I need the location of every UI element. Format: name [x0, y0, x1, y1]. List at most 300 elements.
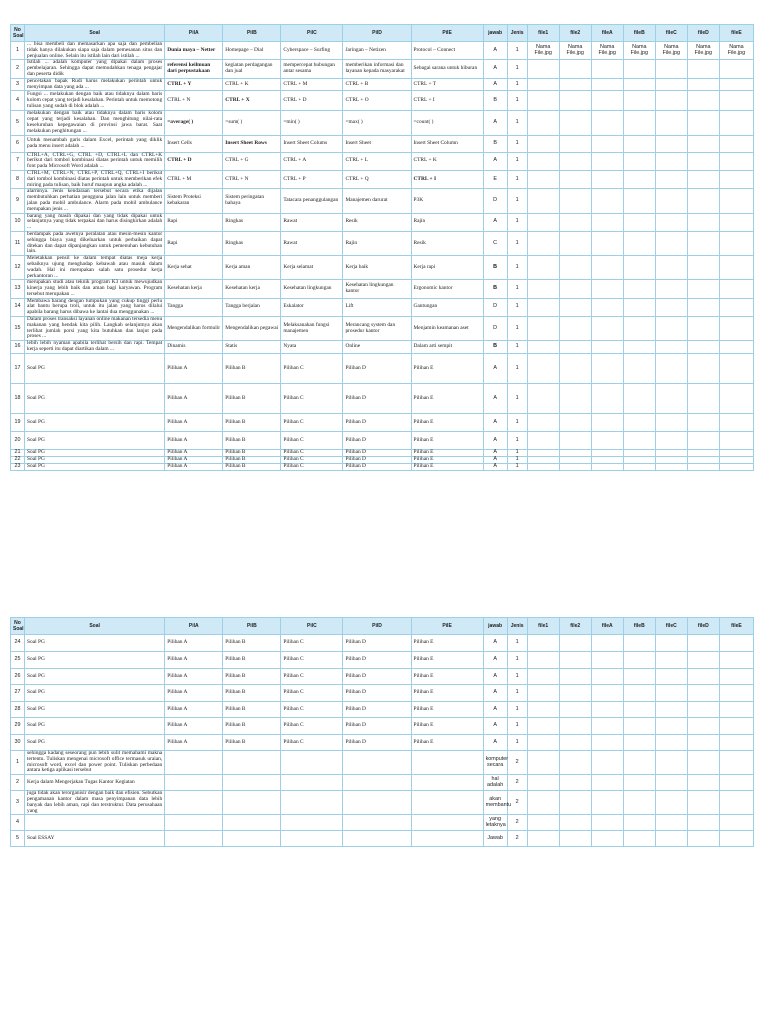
- cell-option-c[interactable]: Kerja selamat: [281, 256, 343, 280]
- cell-file[interactable]: [687, 775, 719, 791]
- cell-soal[interactable]: Istilah ... adalah komputer yang dipakai dalam proses pembelajaran. Sehingga dapat memudahkan tenaga pengajar dan peserta didik: [25, 60, 165, 78]
- cell-jawab[interactable]: akan membantu: [483, 791, 507, 815]
- cell-option-a[interactable]: Pilihan A: [165, 354, 223, 384]
- cell-no[interactable]: 18: [11, 384, 25, 414]
- cell-file[interactable]: [655, 457, 687, 464]
- cell-soal[interactable]: Soal PG: [25, 457, 165, 464]
- cell-option-b[interactable]: Sistem peringatan bahaya: [223, 189, 281, 213]
- cell-option-d[interactable]: Pilihan D: [343, 669, 411, 685]
- cell-jawab[interactable]: E: [483, 170, 507, 188]
- cell-option-c[interactable]: Pilihan C: [281, 354, 343, 384]
- cell-no[interactable]: 1: [11, 42, 25, 60]
- cell-soal[interactable]: Soal PG: [25, 669, 165, 685]
- cell-jawab[interactable]: yang letaknya: [483, 815, 507, 831]
- cell-file[interactable]: [559, 450, 591, 457]
- cell-option-b[interactable]: Pilihan B: [223, 735, 281, 751]
- cell-file[interactable]: [719, 298, 753, 316]
- cell-file[interactable]: [527, 831, 559, 847]
- cell-jawab[interactable]: hal adalah: [483, 775, 507, 791]
- cell-file[interactable]: [623, 256, 655, 280]
- cell-file[interactable]: [591, 685, 623, 702]
- cell-jawab[interactable]: B: [483, 280, 507, 298]
- cell-file[interactable]: [719, 685, 753, 702]
- cell-no[interactable]: 19: [11, 414, 25, 432]
- cell-file[interactable]: [687, 231, 719, 255]
- column-header[interactable]: PilE: [411, 618, 483, 635]
- cell-file[interactable]: [527, 78, 559, 91]
- cell-file[interactable]: [559, 635, 591, 652]
- cell-option-a[interactable]: Rapi: [165, 231, 223, 255]
- cell-option-e[interactable]: [411, 791, 483, 815]
- cell-file[interactable]: [687, 791, 719, 815]
- cell-jenis[interactable]: 2: [507, 815, 527, 831]
- column-header[interactable]: fileA: [591, 618, 623, 635]
- cell-soal[interactable]: berdampak pada awetnya peralatan atau mesin-mesin kantor sehingga biaya yang dikeluarkan untuk perbaikan dapat ditekan dan dapat dipanjangkan untuk pemenuhan kebutuhan lain.: [25, 231, 165, 255]
- cell-file[interactable]: [687, 78, 719, 91]
- cell-file[interactable]: [559, 685, 591, 702]
- cell-jawab[interactable]: A: [483, 735, 507, 751]
- cell-file[interactable]: [559, 317, 591, 341]
- cell-file[interactable]: [559, 831, 591, 847]
- cell-option-c[interactable]: Pilihan C: [281, 652, 343, 669]
- cell-jenis[interactable]: 1: [507, 432, 527, 450]
- cell-file[interactable]: [559, 256, 591, 280]
- cell-file[interactable]: [527, 341, 559, 354]
- cell-option-d[interactable]: Pilihan D: [343, 354, 411, 384]
- cell-soal[interactable]: Kerja dalam Mengerjakan Tugas Kantor Kegiatan: [25, 775, 165, 791]
- cell-option-a[interactable]: Pilihan A: [165, 635, 223, 652]
- cell-file[interactable]: [527, 354, 559, 384]
- cell-file[interactable]: [719, 775, 753, 791]
- cell-option-a[interactable]: Kesehatan kerja: [165, 280, 223, 298]
- cell-option-a[interactable]: Pilihan A: [165, 702, 223, 718]
- cell-option-e[interactable]: Pilihan E: [411, 457, 483, 464]
- cell-file[interactable]: [655, 298, 687, 316]
- cell-soal[interactable]: Membawa barang dengan tumpukan yang cukup tinggi perlu alat bantu berupa troli, untuk itu jalan yang harus dilalui apabila barang harus dibawa ke lantai dua menggunakan ...: [25, 298, 165, 316]
- cell-option-c[interactable]: CTRL + P: [281, 170, 343, 188]
- cell-file[interactable]: [527, 635, 559, 652]
- column-header[interactable]: file2: [559, 25, 591, 42]
- cell-file[interactable]: [591, 231, 623, 255]
- cell-file[interactable]: [719, 652, 753, 669]
- cell-file[interactable]: [591, 256, 623, 280]
- cell-file[interactable]: [687, 718, 719, 735]
- cell-jawab[interactable]: A: [483, 384, 507, 414]
- cell-jenis[interactable]: 1: [507, 60, 527, 78]
- cell-file[interactable]: [527, 231, 559, 255]
- cell-file[interactable]: [623, 669, 655, 685]
- cell-option-c[interactable]: mempercepat hubungan antar sesama: [281, 60, 343, 78]
- cell-file[interactable]: [719, 152, 753, 170]
- column-header[interactable]: fileE: [719, 618, 753, 635]
- cell-jawab[interactable]: A: [483, 457, 507, 464]
- cell-jenis[interactable]: 1: [507, 669, 527, 685]
- cell-option-a[interactable]: CTRL + N: [165, 91, 223, 111]
- cell-file[interactable]: [591, 414, 623, 432]
- cell-file[interactable]: [687, 341, 719, 354]
- cell-option-a[interactable]: Pilihan A: [165, 414, 223, 432]
- cell-option-a[interactable]: Pilihan A: [165, 718, 223, 735]
- cell-file[interactable]: [527, 213, 559, 231]
- cell-file[interactable]: [559, 341, 591, 354]
- cell-file[interactable]: [527, 135, 559, 152]
- cell-file[interactable]: [687, 280, 719, 298]
- cell-option-e[interactable]: Ergonomic kantor: [411, 280, 483, 298]
- column-header[interactable]: PilB: [223, 618, 281, 635]
- cell-option-a[interactable]: CTRL + D: [165, 152, 223, 170]
- cell-file[interactable]: [655, 685, 687, 702]
- cell-option-e[interactable]: Pilihan E: [411, 652, 483, 669]
- cell-file[interactable]: [527, 718, 559, 735]
- cell-file[interactable]: [687, 189, 719, 213]
- cell-jawab[interactable]: D: [483, 189, 507, 213]
- cell-option-a[interactable]: CTRL + Y: [165, 78, 223, 91]
- cell-soal[interactable]: sehingga kadang seseorang pun lebih sulit memahami makna tertentu. Tuliskan mengenai microsoft office termasuk uraian, microsoft word, excel dan power point. Tuliskan perbedaan antara ketiga aplikasi tersebut: [25, 751, 165, 775]
- cell-file[interactable]: [623, 775, 655, 791]
- cell-option-d[interactable]: [343, 831, 411, 847]
- cell-file[interactable]: [655, 280, 687, 298]
- cell-option-b[interactable]: Homepage – Dial: [223, 42, 281, 60]
- cell-no[interactable]: 8: [11, 170, 25, 188]
- cell-option-a[interactable]: Tangga: [165, 298, 223, 316]
- cell-jenis[interactable]: 1: [507, 317, 527, 341]
- cell-file[interactable]: [623, 414, 655, 432]
- cell-file[interactable]: [687, 652, 719, 669]
- cell-option-c[interactable]: CTRL + A: [281, 152, 343, 170]
- cell-option-c[interactable]: CTRL + M: [281, 78, 343, 91]
- cell-soal[interactable]: juga tidak akan terorganisir dengan baik dan efisien. Sebutkan pengamanan kantor dalam masa penyimpanan data lebih banyak dan lebih aman, rapi dan terstruktur. Data perusahaan yang: [25, 791, 165, 815]
- cell-file[interactable]: [623, 60, 655, 78]
- cell-no[interactable]: 22: [11, 457, 25, 464]
- cell-option-b[interactable]: Ringkas: [223, 213, 281, 231]
- cell-option-d[interactable]: Manajemen darurat: [343, 189, 411, 213]
- column-header[interactable]: Jenis: [507, 618, 527, 635]
- cell-option-c[interactable]: Cyberspace – Surfing: [281, 42, 343, 60]
- cell-option-a[interactable]: [165, 831, 223, 847]
- cell-option-d[interactable]: Online: [343, 341, 411, 354]
- cell-no[interactable]: 5: [11, 831, 25, 847]
- cell-file[interactable]: [527, 189, 559, 213]
- cell-file[interactable]: [559, 298, 591, 316]
- cell-file[interactable]: [591, 78, 623, 91]
- cell-option-a[interactable]: Mengendalikan formulir: [165, 317, 223, 341]
- cell-option-a[interactable]: Rapi: [165, 213, 223, 231]
- cell-option-e[interactable]: =count( ): [411, 111, 483, 135]
- cell-file[interactable]: [527, 414, 559, 432]
- cell-option-b[interactable]: [223, 791, 281, 815]
- cell-file[interactable]: [623, 718, 655, 735]
- cell-file[interactable]: [623, 384, 655, 414]
- cell-option-d[interactable]: Rajin: [343, 231, 411, 255]
- cell-file[interactable]: [719, 78, 753, 91]
- cell-file[interactable]: [719, 354, 753, 384]
- cell-file[interactable]: [623, 450, 655, 457]
- cell-file[interactable]: [687, 414, 719, 432]
- cell-option-c[interactable]: [281, 791, 343, 815]
- cell-option-e[interactable]: P3K: [411, 189, 483, 213]
- cell-file[interactable]: [719, 384, 753, 414]
- cell-file[interactable]: [623, 170, 655, 188]
- cell-file[interactable]: [591, 152, 623, 170]
- cell-no[interactable]: 25: [11, 652, 25, 669]
- cell-file[interactable]: [719, 450, 753, 457]
- cell-jawab[interactable]: A: [483, 669, 507, 685]
- cell-option-c[interactable]: Pilihan C: [281, 735, 343, 751]
- cell-jawab[interactable]: A: [483, 464, 507, 471]
- cell-file[interactable]: [591, 635, 623, 652]
- cell-option-e[interactable]: Kerja rapi: [411, 256, 483, 280]
- cell-file[interactable]: [591, 432, 623, 450]
- cell-option-b[interactable]: Pilihan B: [223, 354, 281, 384]
- cell-option-a[interactable]: [165, 775, 223, 791]
- cell-file[interactable]: [655, 317, 687, 341]
- cell-jenis[interactable]: 2: [507, 831, 527, 847]
- cell-option-d[interactable]: Kesehatan lingkungan kantor: [343, 280, 411, 298]
- cell-jenis[interactable]: 1: [507, 91, 527, 111]
- cell-jenis[interactable]: 1: [507, 635, 527, 652]
- cell-jawab[interactable]: A: [483, 432, 507, 450]
- cell-no[interactable]: 9: [11, 189, 25, 213]
- cell-no[interactable]: 4: [11, 815, 25, 831]
- cell-no[interactable]: 2: [11, 775, 25, 791]
- cell-option-e[interactable]: Dalam arti sempit: [411, 341, 483, 354]
- cell-file[interactable]: [623, 111, 655, 135]
- cell-option-b[interactable]: [223, 831, 281, 847]
- cell-file[interactable]: [527, 384, 559, 414]
- column-header[interactable]: PilA: [165, 25, 223, 42]
- cell-file[interactable]: [655, 170, 687, 188]
- cell-option-d[interactable]: Kerja baik: [343, 256, 411, 280]
- cell-file[interactable]: [719, 735, 753, 751]
- cell-no[interactable]: 21: [11, 450, 25, 457]
- cell-soal[interactable]: Soal PG: [25, 635, 165, 652]
- cell-file[interactable]: [655, 60, 687, 78]
- cell-option-d[interactable]: CTRL + B: [343, 78, 411, 91]
- cell-soal[interactable]: Soal PG: [25, 432, 165, 450]
- column-header[interactable]: file1: [527, 25, 559, 42]
- cell-jawab[interactable]: B: [483, 135, 507, 152]
- column-header[interactable]: fileE: [719, 25, 753, 42]
- cell-soal[interactable]: Soal PG: [25, 735, 165, 751]
- cell-file[interactable]: [719, 635, 753, 652]
- cell-option-b[interactable]: kegiatan perdagangan dan jual: [223, 60, 281, 78]
- cell-option-b[interactable]: =sum( ): [223, 111, 281, 135]
- cell-file[interactable]: [527, 751, 559, 775]
- cell-option-c[interactable]: [281, 775, 343, 791]
- cell-option-c[interactable]: =min( ): [281, 111, 343, 135]
- column-header[interactable]: fileB: [623, 25, 655, 42]
- cell-option-c[interactable]: Tatacara penanggulangan: [281, 189, 343, 213]
- cell-option-b[interactable]: Pilihan B: [223, 702, 281, 718]
- cell-file[interactable]: [719, 256, 753, 280]
- cell-soal[interactable]: Untuk menambah garis dalam Excel, perintah yang diklik pada menu insert adalah ...: [25, 135, 165, 152]
- cell-no[interactable]: 7: [11, 152, 25, 170]
- cell-file[interactable]: [719, 135, 753, 152]
- cell-file[interactable]: [591, 213, 623, 231]
- cell-option-e[interactable]: Pilihan E: [411, 354, 483, 384]
- cell-file[interactable]: [719, 231, 753, 255]
- cell-file[interactable]: [655, 189, 687, 213]
- cell-file[interactable]: [687, 317, 719, 341]
- cell-option-d[interactable]: Pilihan D: [343, 635, 411, 652]
- column-header[interactable]: file1: [527, 618, 559, 635]
- cell-soal[interactable]: barang yang masih dipakai dan yang tidak dipakai untuk selanjutnya yang tidak terpakai dan harus disingkirkan adalah ...: [25, 213, 165, 231]
- cell-file[interactable]: [655, 432, 687, 450]
- cell-option-c[interactable]: CTRL + D: [281, 91, 343, 111]
- cell-jenis[interactable]: 1: [507, 735, 527, 751]
- cell-file[interactable]: [655, 354, 687, 384]
- column-header[interactable]: PilC: [281, 618, 343, 635]
- column-header[interactable]: fileB: [623, 618, 655, 635]
- cell-soal[interactable]: pencetakan bapak Rudi harus melakukan perintah untuk menyimpan data yang ada ...: [25, 78, 165, 91]
- cell-file[interactable]: Nama File.jpg: [719, 42, 753, 60]
- cell-file[interactable]: [687, 751, 719, 775]
- cell-file[interactable]: [655, 791, 687, 815]
- cell-jawab[interactable]: D: [483, 298, 507, 316]
- cell-no[interactable]: 23: [11, 464, 25, 471]
- cell-option-c[interactable]: Insert Sheet Colums: [281, 135, 343, 152]
- cell-jawab[interactable]: A: [483, 702, 507, 718]
- cell-file[interactable]: Nama File.jpg: [655, 42, 687, 60]
- cell-option-d[interactable]: [343, 751, 411, 775]
- cell-jenis[interactable]: 1: [507, 414, 527, 432]
- cell-file[interactable]: [687, 256, 719, 280]
- cell-soal[interactable]: Soal PG: [25, 718, 165, 735]
- cell-file[interactable]: [655, 735, 687, 751]
- cell-option-b[interactable]: CTRL + X: [223, 91, 281, 111]
- cell-option-b[interactable]: Kesehatan kerja: [223, 280, 281, 298]
- cell-file[interactable]: [655, 231, 687, 255]
- cell-option-c[interactable]: Kesehatan lingkungan: [281, 280, 343, 298]
- cell-file[interactable]: Nama File.jpg: [623, 42, 655, 60]
- cell-option-a[interactable]: =average( ): [165, 111, 223, 135]
- cell-option-d[interactable]: Pilihan D: [343, 432, 411, 450]
- cell-file[interactable]: [559, 718, 591, 735]
- cell-no[interactable]: 5: [11, 111, 25, 135]
- cell-file[interactable]: [719, 280, 753, 298]
- cell-option-c[interactable]: [281, 751, 343, 775]
- cell-file[interactable]: [591, 751, 623, 775]
- cell-file[interactable]: [527, 685, 559, 702]
- cell-jenis[interactable]: 2: [507, 775, 527, 791]
- cell-option-a[interactable]: Pilihan A: [165, 384, 223, 414]
- cell-file[interactable]: Nama File.jpg: [591, 42, 623, 60]
- cell-file[interactable]: [719, 464, 753, 471]
- cell-file[interactable]: [655, 135, 687, 152]
- cell-option-d[interactable]: Pilihan D: [343, 457, 411, 464]
- cell-option-a[interactable]: Sistem Proteksi kebakaran: [165, 189, 223, 213]
- cell-option-b[interactable]: Pilihan B: [223, 464, 281, 471]
- cell-file[interactable]: [719, 702, 753, 718]
- cell-jenis[interactable]: 1: [507, 718, 527, 735]
- cell-file[interactable]: [591, 298, 623, 316]
- cell-option-e[interactable]: [411, 815, 483, 831]
- cell-file[interactable]: [655, 450, 687, 457]
- cell-file[interactable]: [623, 231, 655, 255]
- cell-file[interactable]: [719, 170, 753, 188]
- column-header[interactable]: PilD: [343, 618, 411, 635]
- cell-option-c[interactable]: Nyata: [281, 341, 343, 354]
- cell-no[interactable]: 13: [11, 280, 25, 298]
- cell-option-e[interactable]: Pilihan E: [411, 718, 483, 735]
- cell-file[interactable]: [559, 78, 591, 91]
- column-header[interactable]: Jenis: [507, 25, 527, 42]
- cell-file[interactable]: [719, 791, 753, 815]
- cell-file[interactable]: [655, 152, 687, 170]
- column-header[interactable]: fileD: [687, 618, 719, 635]
- column-header[interactable]: PilA: [165, 618, 223, 635]
- cell-file[interactable]: [527, 450, 559, 457]
- cell-file[interactable]: [527, 815, 559, 831]
- cell-option-b[interactable]: [223, 751, 281, 775]
- cell-file[interactable]: [655, 78, 687, 91]
- cell-file[interactable]: [687, 60, 719, 78]
- cell-option-d[interactable]: Pilihan D: [343, 652, 411, 669]
- cell-option-e[interactable]: CTRL + I: [411, 170, 483, 188]
- cell-file[interactable]: [655, 751, 687, 775]
- cell-no[interactable]: 3: [11, 78, 25, 91]
- cell-jenis[interactable]: 1: [507, 231, 527, 255]
- cell-file[interactable]: [559, 432, 591, 450]
- cell-file[interactable]: [655, 464, 687, 471]
- cell-file[interactable]: [591, 111, 623, 135]
- column-header[interactable]: PilE: [411, 25, 483, 42]
- cell-jawab[interactable]: A: [483, 652, 507, 669]
- cell-option-b[interactable]: Ringkas: [223, 231, 281, 255]
- cell-file[interactable]: [687, 135, 719, 152]
- cell-file[interactable]: [687, 815, 719, 831]
- cell-file[interactable]: [527, 457, 559, 464]
- cell-file[interactable]: [655, 384, 687, 414]
- cell-option-b[interactable]: Pilihan B: [223, 718, 281, 735]
- cell-file[interactable]: [559, 91, 591, 111]
- cell-file[interactable]: [623, 464, 655, 471]
- cell-jawab[interactable]: A: [483, 450, 507, 457]
- cell-file[interactable]: [591, 189, 623, 213]
- cell-option-a[interactable]: [165, 815, 223, 831]
- cell-file[interactable]: [623, 152, 655, 170]
- cell-jenis[interactable]: 1: [507, 652, 527, 669]
- cell-file[interactable]: [559, 213, 591, 231]
- cell-option-d[interactable]: Pilihan D: [343, 464, 411, 471]
- cell-no[interactable]: 4: [11, 91, 25, 111]
- cell-file[interactable]: [719, 815, 753, 831]
- cell-file[interactable]: [687, 91, 719, 111]
- cell-jawab[interactable]: Jawab: [483, 831, 507, 847]
- cell-option-d[interactable]: Merancang system dan prosedur kantor: [343, 317, 411, 341]
- cell-file[interactable]: [719, 60, 753, 78]
- cell-file[interactable]: [623, 685, 655, 702]
- cell-file[interactable]: [591, 91, 623, 111]
- cell-file[interactable]: [687, 685, 719, 702]
- cell-jawab[interactable]: A: [483, 414, 507, 432]
- cell-jenis[interactable]: 1: [507, 280, 527, 298]
- column-header[interactable]: fileC: [655, 618, 687, 635]
- cell-option-d[interactable]: Lift: [343, 298, 411, 316]
- cell-file[interactable]: [719, 457, 753, 464]
- cell-option-a[interactable]: Pilihan A: [165, 735, 223, 751]
- cell-file[interactable]: [623, 791, 655, 815]
- cell-file[interactable]: [591, 831, 623, 847]
- cell-option-a[interactable]: Dunia maya – Netter: [165, 42, 223, 60]
- cell-option-b[interactable]: Pilihan B: [223, 432, 281, 450]
- cell-option-d[interactable]: [343, 775, 411, 791]
- cell-option-e[interactable]: [411, 751, 483, 775]
- column-header[interactable]: fileC: [655, 25, 687, 42]
- cell-file[interactable]: [687, 170, 719, 188]
- cell-file[interactable]: [623, 702, 655, 718]
- cell-no[interactable]: 14: [11, 298, 25, 316]
